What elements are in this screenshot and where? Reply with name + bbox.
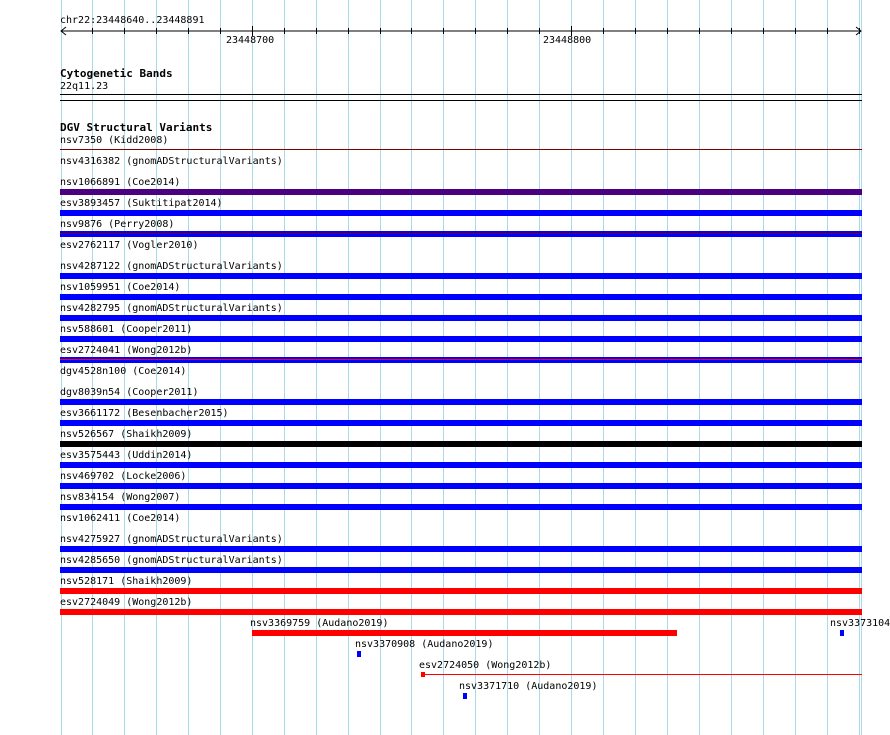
feature-label: nsv3371710 (Audano2019): [459, 681, 598, 692]
feature-label: dgv4528n100 (Coe2014): [60, 366, 187, 377]
feature-label: nsv7350 (Kidd2008): [60, 135, 169, 146]
dgv-track-title[interactable]: DGV Structural Variants: [60, 121, 213, 134]
variant-feature[interactable]: [60, 357, 862, 363]
grid-line: [220, 0, 221, 735]
grid-line: [667, 0, 668, 735]
feature-label: nsv3370908 (Audano2019): [355, 639, 494, 650]
grid-line: [188, 0, 189, 735]
feature-label: esv2724041 (Wong2012b): [60, 345, 193, 356]
variant-feature[interactable]: [60, 462, 862, 468]
feature-label: esv2724049 (Wong2012b): [60, 597, 193, 608]
variant-feature[interactable]: [60, 315, 862, 321]
cytoband-track-title[interactable]: Cytogenetic Bands: [60, 67, 173, 80]
cytoband-label: 22q11.23: [60, 81, 109, 92]
ruler-tick-label: 23448700: [226, 35, 275, 46]
grid-line: [571, 0, 572, 735]
ruler-axis[interactable]: [0, 0, 890, 60]
variant-feature[interactable]: [60, 567, 862, 573]
variant-feature[interactable]: [60, 504, 862, 510]
feature-label: esv3661172 (Besenbacher2015): [60, 408, 229, 419]
feature-label: nsv1059951 (Coe2014): [60, 282, 181, 293]
ruler-tick-label: 23448800: [543, 35, 592, 46]
feature-label: nsv1066891 (Coe2014): [60, 177, 181, 188]
region-label: chr22:23448640..23448891: [60, 15, 205, 26]
variant-feature[interactable]: [840, 630, 844, 636]
feature-label: nsv528171 (Shaikh2009): [60, 576, 193, 587]
variant-feature[interactable]: [60, 609, 862, 615]
feature-label: nsv3369759 (Audano2019): [250, 618, 389, 629]
feature-label: nsv3373104: [830, 618, 890, 629]
feature-label: esv2762117 (Vogler2010): [60, 240, 199, 251]
feature-label: esv2724050 (Wong2012b): [419, 660, 552, 671]
variant-feature[interactable]: [421, 674, 862, 675]
grid-line: [475, 0, 476, 735]
variant-feature[interactable]: [60, 611, 862, 612]
variant-feature[interactable]: [60, 441, 862, 447]
grid-line: [539, 0, 540, 735]
feature-label: nsv4285650 (gnomADStructuralVariants): [60, 555, 283, 566]
variant-feature[interactable]: [60, 233, 862, 234]
variant-feature[interactable]: [252, 630, 677, 636]
grid-line: [731, 0, 732, 735]
grid-line: [635, 0, 636, 735]
feature-label: nsv4287122 (gnomADStructuralVariants): [60, 261, 283, 272]
feature-label: nsv4275927 (gnomADStructuralVariants): [60, 534, 283, 545]
variant-feature[interactable]: [60, 359, 862, 360]
grid-line: [443, 0, 444, 735]
variant-feature[interactable]: [60, 506, 862, 507]
feature-label: nsv9876 (Perry2008): [60, 219, 175, 230]
variant-feature[interactable]: [60, 294, 862, 300]
variant-feature[interactable]: [60, 273, 862, 279]
variant-feature[interactable]: [60, 189, 862, 195]
variant-feature[interactable]: [60, 399, 862, 405]
variant-feature[interactable]: [60, 336, 862, 342]
grid-line: [795, 0, 796, 735]
cytoband-top-line: [60, 94, 862, 95]
feature-label: esv3893457 (Suktitipat2014): [60, 198, 223, 209]
feature-label: nsv834154 (Wong2007): [60, 492, 181, 503]
feature-label: dgv8039n54 (Cooper2011): [60, 387, 199, 398]
cytoband-bottom-line: [60, 100, 862, 101]
feature-label: nsv4316382 (gnomADStructuralVariants): [60, 156, 283, 167]
feature-label: esv3575443 (Uddin2014): [60, 450, 193, 461]
grid-line: [507, 0, 508, 735]
feature-label: nsv469702 (Locke2006): [60, 471, 187, 482]
grid-line: [603, 0, 604, 735]
variant-feature[interactable]: [60, 588, 862, 594]
feature-label: nsv588601 (Cooper2011): [60, 324, 193, 335]
grid-line: [411, 0, 412, 735]
grid-line: [699, 0, 700, 735]
feature-label: nsv526567 (Shaikh2009): [60, 429, 193, 440]
variant-feature[interactable]: [463, 693, 467, 699]
grid-line: [827, 0, 828, 735]
variant-feature[interactable]: [60, 483, 862, 489]
variant-feature[interactable]: [60, 546, 862, 552]
variant-feature[interactable]: [357, 651, 361, 657]
variant-feature[interactable]: [60, 420, 862, 426]
feature-label: nsv4282795 (gnomADStructuralVariants): [60, 303, 283, 314]
variant-feature[interactable]: [60, 149, 862, 150]
variant-feature[interactable]: [60, 231, 862, 237]
feature-label: nsv1062411 (Coe2014): [60, 513, 181, 524]
variant-feature[interactable]: [60, 210, 862, 216]
grid-line: [763, 0, 764, 735]
